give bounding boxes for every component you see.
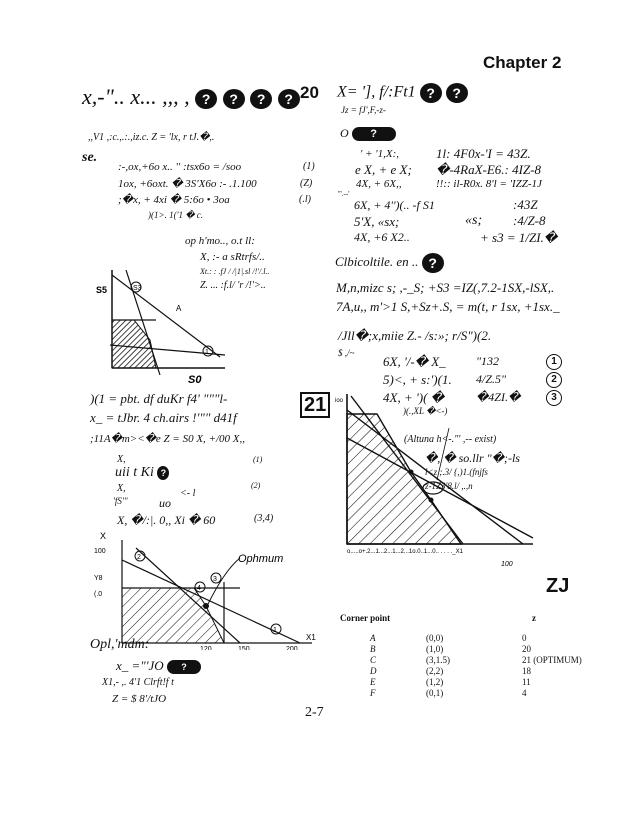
graph-label-one: 1 [205, 349, 209, 356]
graph-label-s0: S0 [188, 374, 202, 386]
r6-right: !!:: il-R0x. 8'l = 'IZZ-1J [436, 178, 542, 190]
table-spacer [340, 624, 582, 633]
feasible-region-graph-3 [333, 388, 543, 568]
objective-line: ,,V1 ,:c.,.:.,iz.c. Z = 'lx, r tJ.�,. [88, 132, 215, 143]
graph-label-s5: S5 [96, 285, 108, 295]
table-header-corner: Corner point [340, 613, 391, 623]
r6-left: 4X, + 6X,, [356, 178, 402, 190]
table-cell-coords: (1,0) [426, 644, 444, 654]
r8-right: :43Z [513, 197, 538, 212]
table-row [340, 655, 582, 666]
page-number: 2-7 [305, 705, 324, 720]
r11-line [335, 253, 444, 273]
legend-3-value: �4ZI.� [476, 390, 521, 404]
table-cell-coords: (1,2) [426, 677, 444, 687]
c2-1-text [115, 466, 169, 480]
graph-label-s3: S3 [133, 285, 142, 292]
section-label-zj: ZJ [546, 575, 570, 597]
table-cell-point: B [370, 644, 376, 654]
problem-20-line-3-text: O [340, 126, 349, 140]
optimum-z: Z. ... :f.l/ 'r /!'>.. [200, 280, 266, 291]
x-tick-100: 100 [501, 561, 513, 568]
legend-3-marker: 3 [546, 390, 562, 406]
marker-2-label: 2 [137, 554, 141, 561]
table-cell-coords: (2,2) [426, 666, 444, 676]
ink-blot-icon: ? [422, 253, 444, 273]
optimum-2-x2-value: x_ ="'JO [116, 658, 164, 673]
optimum-heading: op h'mo.., o.t ll: [185, 235, 255, 247]
ink-blot-icon: ? [352, 127, 396, 141]
optimum-heading-2: Opl,'mdm: [90, 637, 150, 652]
c2-34-number: (3,4) [254, 513, 274, 524]
legend-3-sub: )(.,XL �<-) [403, 406, 448, 416]
ink-blot-icon: ? [420, 83, 442, 103]
optimum-2-x2 [116, 659, 201, 674]
subject-to-label: se. [82, 150, 98, 165]
ink-blot-icon: ? [223, 89, 245, 109]
ink-blot-icon: ? [195, 89, 217, 109]
constraint-1: :-,ox,+6o x.. '' :tsx6o = /soo [118, 161, 242, 173]
r9-left: 5'X, «sx; [354, 214, 400, 229]
x-axis-ticks: o.....o+.2...1...2...1...2...1o.0..1...0.. . . . ._X1 [347, 549, 463, 555]
problem-20-line-2: Jz = fJ',F,-z- [341, 105, 386, 115]
ink-blot-icon: ? [167, 660, 201, 674]
legend-1-marker: 1 [546, 354, 562, 370]
c2-2-denom: 'fS'" [113, 496, 128, 506]
constraint-4: )(1>. 1('1 � c. [148, 210, 203, 220]
table-cell-point: F [370, 688, 376, 698]
corner-point [429, 498, 434, 503]
r10-right: + s3 = 1/ZI.� [480, 230, 558, 245]
c2-34-text: X, �/:|. 0,, Xi � 60 [117, 513, 216, 527]
marker-1-label: 1 [273, 627, 277, 634]
table-cell-coords: (3,1.5) [426, 655, 450, 665]
y-tick-100: 100 [94, 548, 106, 555]
table-cell-z: 11 [522, 677, 531, 687]
axis-x1-label: X1 [306, 633, 316, 642]
table-cell-z: 21 (OPTIMUM) [522, 655, 582, 665]
table-cell-z: 4 [522, 688, 527, 698]
annotation-2: �, � so.llr "�;-ls [425, 451, 520, 465]
optimum-label: Ophmum [238, 553, 284, 565]
r5-right: �-4RaX-E6.: 4IZ-8 [436, 162, 542, 177]
table-row [340, 688, 582, 699]
r7-marker: '''.--' [338, 190, 350, 198]
legend-1-value: "132 [476, 354, 500, 368]
table-header-z: z [532, 613, 536, 623]
table-cell-z: 0 [522, 633, 527, 643]
feasible-region-graph-2 [90, 530, 320, 650]
constraint-1-number: (1) [303, 161, 315, 172]
chapter-heading: Chapter 2 [483, 53, 562, 72]
marker-3-label: 3 [213, 576, 217, 583]
r12-line: M,n,mizc s; ,-_S; +S3 =IZ(,7.2-1SX,-lSX,. [336, 280, 555, 295]
c2-2-uo: uo [159, 496, 171, 510]
table-header-row [340, 613, 582, 624]
constraint-2: 1ox, +6oxt. � 3S'X6o :- .1.100 [118, 178, 257, 190]
legend-2-expr: 5)<, + s:')(1. [383, 372, 452, 387]
definition-x1: )(1 = pbt. df duKr f4' """l- [90, 391, 228, 406]
constraint-3-number: (.l) [299, 194, 311, 205]
annotation-4: z-1Z3'8.l/ ,.,n [425, 481, 473, 491]
optimum-2-z: Z = $ 8'/tJO [112, 693, 167, 705]
legend-3-expr: 4X, + ')( � [383, 390, 444, 405]
r14-line: /Jll�;x,miie Z.- /s:»; r/S")(2. [338, 328, 492, 343]
graph-label-a: A [176, 304, 182, 313]
table-row [340, 677, 582, 688]
annotation-3: l<z ;.3/ {,)1.(fnjfs [425, 467, 488, 477]
problem-line-1-text: x,-".. x... ,,, , [82, 84, 190, 109]
legend-2-value: 4/Z.5" [476, 372, 507, 386]
corner-point-table [340, 613, 582, 699]
problem-20-line-1-text: X= '], f/:Ft1 [337, 83, 416, 101]
r13-line: 7A,u,, m'>1 S,+Sz+.S, = m(t, r 1sx, +1sx._ [336, 299, 560, 314]
problem-line-1 [82, 86, 300, 109]
constraint-2-number: (Z) [300, 178, 313, 189]
y-axis-label: ioo [335, 398, 344, 404]
optimum-2-x1: X1,- ,. 4'1 Clrft!f t [102, 677, 174, 688]
y-tick-origin: (.0 [94, 591, 103, 598]
table-cell-coords: (0,1) [426, 688, 444, 698]
feasible-region-graph-1 [90, 265, 230, 390]
marker-4-label: 4 [197, 585, 201, 592]
table-cell-z: 20 [522, 644, 531, 654]
legend-2-marker: 2 [546, 372, 562, 388]
annotation-1: (Altuna h<-."' ,-- exist) [404, 434, 497, 445]
r9-mid: «s; [465, 213, 483, 228]
ink-blot-icon: ? [446, 83, 468, 103]
optimum-x1: X, :- a sRtrfs/.. [200, 251, 265, 263]
table-cell-coords: (0,0) [426, 633, 444, 643]
maximize-line: ;11A�m><�e Z = S0 X, +/00 X,, [90, 433, 246, 445]
table-cell-point: A [370, 633, 376, 643]
table-cell-point: C [370, 655, 377, 665]
r10-left: 4X, +6 X2.. [354, 230, 410, 244]
c2-1-number: (1) [253, 455, 263, 464]
x-tick-120: 120 [200, 646, 212, 650]
x-tick-200: 200 [286, 646, 298, 650]
r15-line: $ ,/~ [338, 348, 355, 358]
problem-20-line-1 [337, 83, 468, 103]
r4-right: 1l: 4F0x-'I = 43Z. [436, 146, 531, 161]
x-tick-150: 150 [238, 646, 250, 650]
problem-20-line-3 [340, 127, 396, 141]
definition-x2: x_ = tJbr. 4 ch.airs !'"" d41f [90, 410, 237, 425]
axis-x-label: X [100, 531, 107, 541]
r5-left: e X, + e X; [355, 162, 412, 177]
table-cell-z: 18 [522, 666, 531, 676]
r9-right: :4/Z-8 [513, 213, 546, 228]
c2-2-rhs: <- l [180, 488, 196, 499]
legend-1-expr: 6X, '/-� X_ [383, 354, 446, 369]
c2-1-text-value: uii t Ki [115, 465, 154, 481]
table-header-coords [426, 613, 492, 624]
table-cell-point: D [370, 666, 377, 676]
r4-left: ' + '1,X:, [360, 148, 400, 160]
c2-2-var: X, [117, 483, 126, 494]
problem-number-21: 21 [300, 392, 330, 418]
feasible-region [122, 588, 224, 643]
table-row [340, 666, 582, 677]
problem-number-20: 20 [300, 83, 319, 102]
table-row [340, 644, 582, 655]
constraint-3: ;�x, + 4xi � 5:6o • 3oa [118, 194, 230, 206]
ink-blot-icon: ? [157, 466, 169, 480]
ink-blot-icon: ? [278, 89, 300, 109]
r8-left: 6X, + 4'')(.. -f S1 [354, 198, 435, 212]
c2-2-number: (2) [251, 481, 261, 490]
r11-line-text: Clbicoltile. en .. [335, 253, 419, 269]
y-tick-label: Y8 [94, 575, 103, 582]
table-cell-point: E [370, 677, 376, 687]
ink-blot-icon: ? [250, 89, 272, 109]
optimum-x2: Xt.: : .fJ / /|1|.sl /!'/.l.. [200, 267, 270, 276]
corner-point [409, 470, 414, 475]
table-row [340, 633, 582, 644]
c2-1-var: X, [117, 454, 126, 465]
